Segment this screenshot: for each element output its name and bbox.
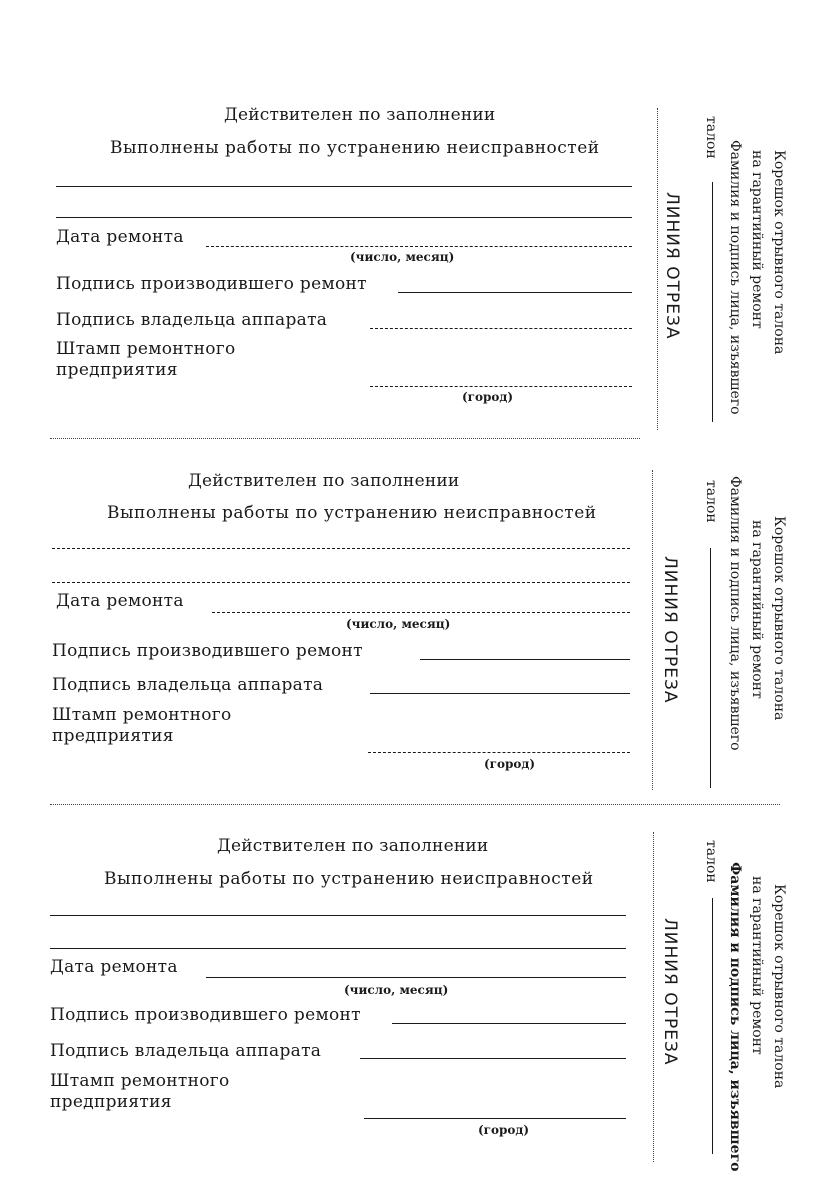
vertical-cut-line bbox=[653, 832, 654, 1162]
stamp-label-line1: Штамп ремонтного bbox=[52, 705, 232, 725]
work-heading: Выполнены работы по устранению неисправностей bbox=[107, 503, 597, 523]
stamp-label-line1: Штамп ремонтного bbox=[50, 1071, 230, 1091]
stamp-label-line2: предприятия bbox=[50, 1092, 172, 1112]
work-heading: Выполнены работы по устранению неисправностей bbox=[110, 138, 600, 158]
owner-signature-label: Подпись владельца аппарата bbox=[50, 1041, 322, 1061]
valid-title: Действителен по заполнении bbox=[188, 471, 460, 491]
stub-text-1: Корешок отрывного талона bbox=[771, 884, 787, 1089]
stub-text-2: на гарантийный ремонт bbox=[749, 520, 765, 699]
stub-text-1: Корешок отрывного талона bbox=[771, 516, 787, 721]
city-line[interactable] bbox=[364, 1118, 626, 1119]
city-caption: (город) bbox=[484, 757, 536, 771]
stamp-label-line2: предприятия bbox=[52, 726, 174, 746]
owner-signature-label: Подпись владельца аппарата bbox=[52, 675, 324, 695]
repair-date-label: Дата ремонта bbox=[50, 957, 178, 977]
stub-text-4: талон bbox=[703, 116, 719, 159]
stub-text-4: талон bbox=[703, 480, 719, 523]
repairer-signature-label: Подпись производившего ремонт bbox=[52, 641, 363, 661]
stub-text-2: на гарантийный ремонт bbox=[749, 876, 765, 1055]
stub-text-3: Фамилия и подпись лица, изъявшего bbox=[727, 476, 743, 751]
repair-date-label: Дата ремонта bbox=[56, 227, 184, 247]
stamp-label-line2: предприятия bbox=[56, 360, 178, 380]
stub-text-1: Корешок отрывного талона bbox=[771, 150, 787, 355]
stub-text-2: на гарантийный ремонт bbox=[749, 150, 765, 329]
stub-text-3: Фамилия и подпись лица, изъявшего bbox=[727, 140, 743, 415]
owner-signature-line[interactable] bbox=[360, 1058, 626, 1059]
cut-line-label: ЛИНИЯ ОТРЕЗА bbox=[660, 918, 680, 1066]
repair-date-label: Дата ремонта bbox=[56, 591, 184, 611]
stub-text-3: Фамилия и подпись лица, изъявшего bbox=[727, 862, 743, 1172]
valid-title: Действителен по заполнении bbox=[224, 105, 496, 125]
repair-date-line[interactable] bbox=[206, 977, 626, 978]
city-caption: (город) bbox=[462, 390, 514, 404]
work-line-2[interactable] bbox=[50, 948, 626, 949]
stamp-label-line1: Штамп ремонтного bbox=[56, 339, 236, 359]
work-line-1[interactable] bbox=[50, 915, 626, 916]
repair-date-caption: (число, месяц) bbox=[346, 617, 451, 631]
city-caption: (город) bbox=[478, 1123, 530, 1137]
repair-date-caption: (число, месяц) bbox=[350, 250, 455, 264]
owner-signature-label: Подпись владельца аппарата bbox=[56, 310, 328, 330]
repairer-signature-label: Подпись производившего ремонт bbox=[56, 274, 367, 294]
valid-title: Действителен по заполнении bbox=[217, 836, 489, 856]
cut-line-label: ЛИНИЯ ОТРЕЗА bbox=[662, 192, 682, 340]
repairer-signature-line[interactable] bbox=[392, 1023, 626, 1024]
repair-date-caption: (число, месяц) bbox=[344, 983, 449, 997]
stamp-label bbox=[50, 1071, 230, 1113]
stub-signature-line[interactable] bbox=[712, 898, 713, 1154]
work-heading: Выполнены работы по устранению неисправностей bbox=[104, 869, 594, 889]
stub-text-4: талон bbox=[703, 840, 719, 883]
repairer-signature-label: Подпись производившего ремонт bbox=[50, 1005, 361, 1025]
cut-line-label: ЛИНИЯ ОТРЕЗА bbox=[660, 556, 680, 704]
